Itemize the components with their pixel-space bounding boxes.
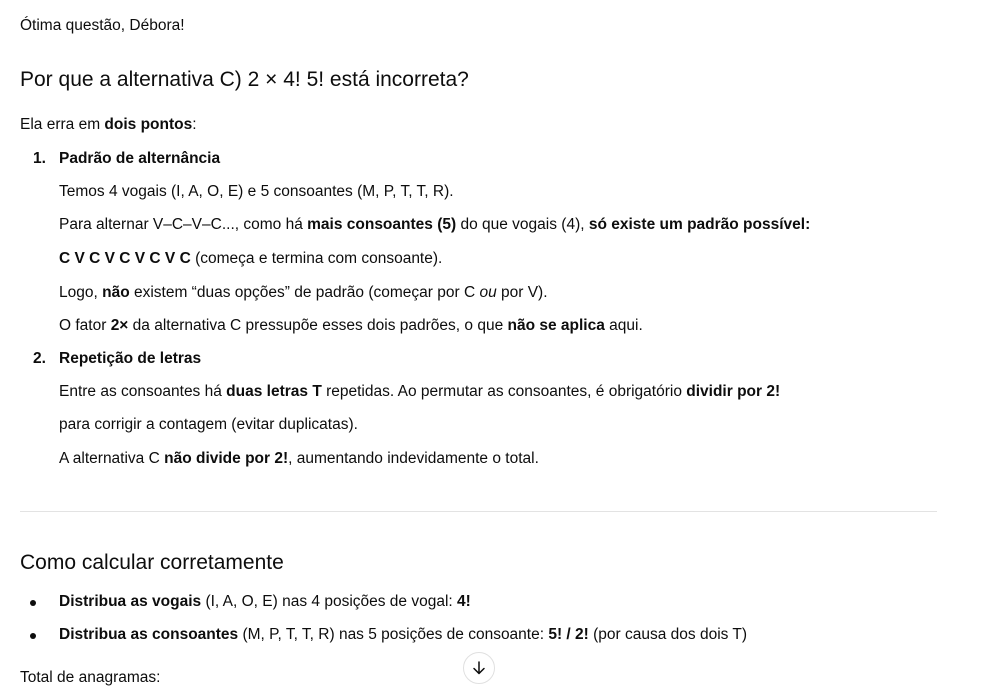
text-segment: (I, A, O, E) nas 4 posições de vogal: — [201, 593, 458, 610]
text-segment: da alternativa C pressupõe esses dois padrões, o que — [128, 317, 508, 334]
bullet-icon — [30, 600, 36, 606]
text-segment: para corrigir a contagem (evitar duplicatas). — [59, 416, 358, 433]
list-item-line — [59, 450, 539, 468]
text-segment: (M, P, T, T, R) nas 5 posições de consoante: — [238, 626, 549, 643]
bullet-item — [59, 593, 471, 611]
bold-text: Distribua as consoantes — [59, 626, 239, 643]
bold-text: não — [102, 284, 130, 301]
list-item-line — [59, 317, 643, 335]
bold-text: dois pontos — [104, 116, 193, 133]
list-item-line — [59, 416, 358, 434]
list-item-number: 1. — [33, 150, 46, 167]
intro-text — [20, 116, 197, 134]
text-segment: A alternativa C — [59, 450, 165, 467]
list-item-line — [59, 183, 454, 201]
text-segment: por V). — [496, 284, 548, 301]
list-item-line — [59, 383, 780, 401]
greeting: Ótima questão, Débora! — [20, 17, 185, 34]
bold-text: mais consoantes (5) — [307, 216, 457, 233]
text-segment: repetidas. Ao permutar as consoantes, é obrigatório — [321, 383, 687, 400]
italic-text: ou — [479, 284, 497, 301]
heading-why-incorrect: Por que a alternativa C) 2 × 4! 5! está incorreta? — [20, 68, 469, 91]
bold-text: 2× — [110, 317, 129, 334]
bold-text: 4! — [457, 593, 471, 610]
total-label: Total de anagramas: — [20, 669, 161, 686]
text-segment: aqui. — [604, 317, 643, 334]
bold-text: C V C V C V C V C — [59, 250, 191, 267]
text-segment: Entre as consoantes há — [59, 383, 227, 400]
text-segment: Ela erra em — [20, 116, 105, 133]
text-segment: Para alternar V–C–V–C..., como há — [59, 216, 308, 233]
bold-text: dividir por 2! — [686, 383, 781, 400]
arrow-down-icon — [471, 660, 487, 676]
list-item-line — [59, 284, 548, 302]
heading-how-to-calculate: Como calcular corretamente — [20, 551, 284, 574]
text-segment: (começa e termina com consoante). — [190, 250, 443, 267]
list-item-title: Padrão de alternância — [59, 150, 221, 167]
bullet-item — [59, 626, 747, 644]
bold-text: Distribua as vogais — [59, 593, 202, 610]
text-segment: Logo, — [59, 284, 103, 301]
bullet-icon — [30, 633, 36, 639]
text-segment: Temos 4 vogais (I, A, O, E) e 5 consoantes (M, P, T, T, R). — [59, 183, 454, 200]
scroll-to-bottom-button[interactable] — [463, 652, 495, 684]
list-item-line — [59, 250, 442, 268]
text-segment: existem “duas opções” de padrão (começar por C — [129, 284, 480, 301]
divider — [20, 511, 937, 512]
bold-text: não se aplica — [507, 317, 605, 334]
text-segment: O fator — [59, 317, 111, 334]
text-segment: do que vogais (4), — [456, 216, 589, 233]
text-segment: , aumentando indevidamente o total. — [288, 450, 539, 467]
text-segment: (por causa dos dois T) — [588, 626, 748, 643]
list-item-line — [59, 216, 810, 234]
list-item-title: Repetição de letras — [59, 350, 202, 367]
list-item-number: 2. — [33, 350, 46, 367]
text-segment: : — [192, 116, 197, 133]
bold-text: 5! / 2! — [548, 626, 589, 643]
bold-text: duas letras T — [226, 383, 322, 400]
bold-text: só existe um padrão possível: — [588, 216, 811, 233]
bold-text: não divide por 2! — [164, 450, 289, 467]
